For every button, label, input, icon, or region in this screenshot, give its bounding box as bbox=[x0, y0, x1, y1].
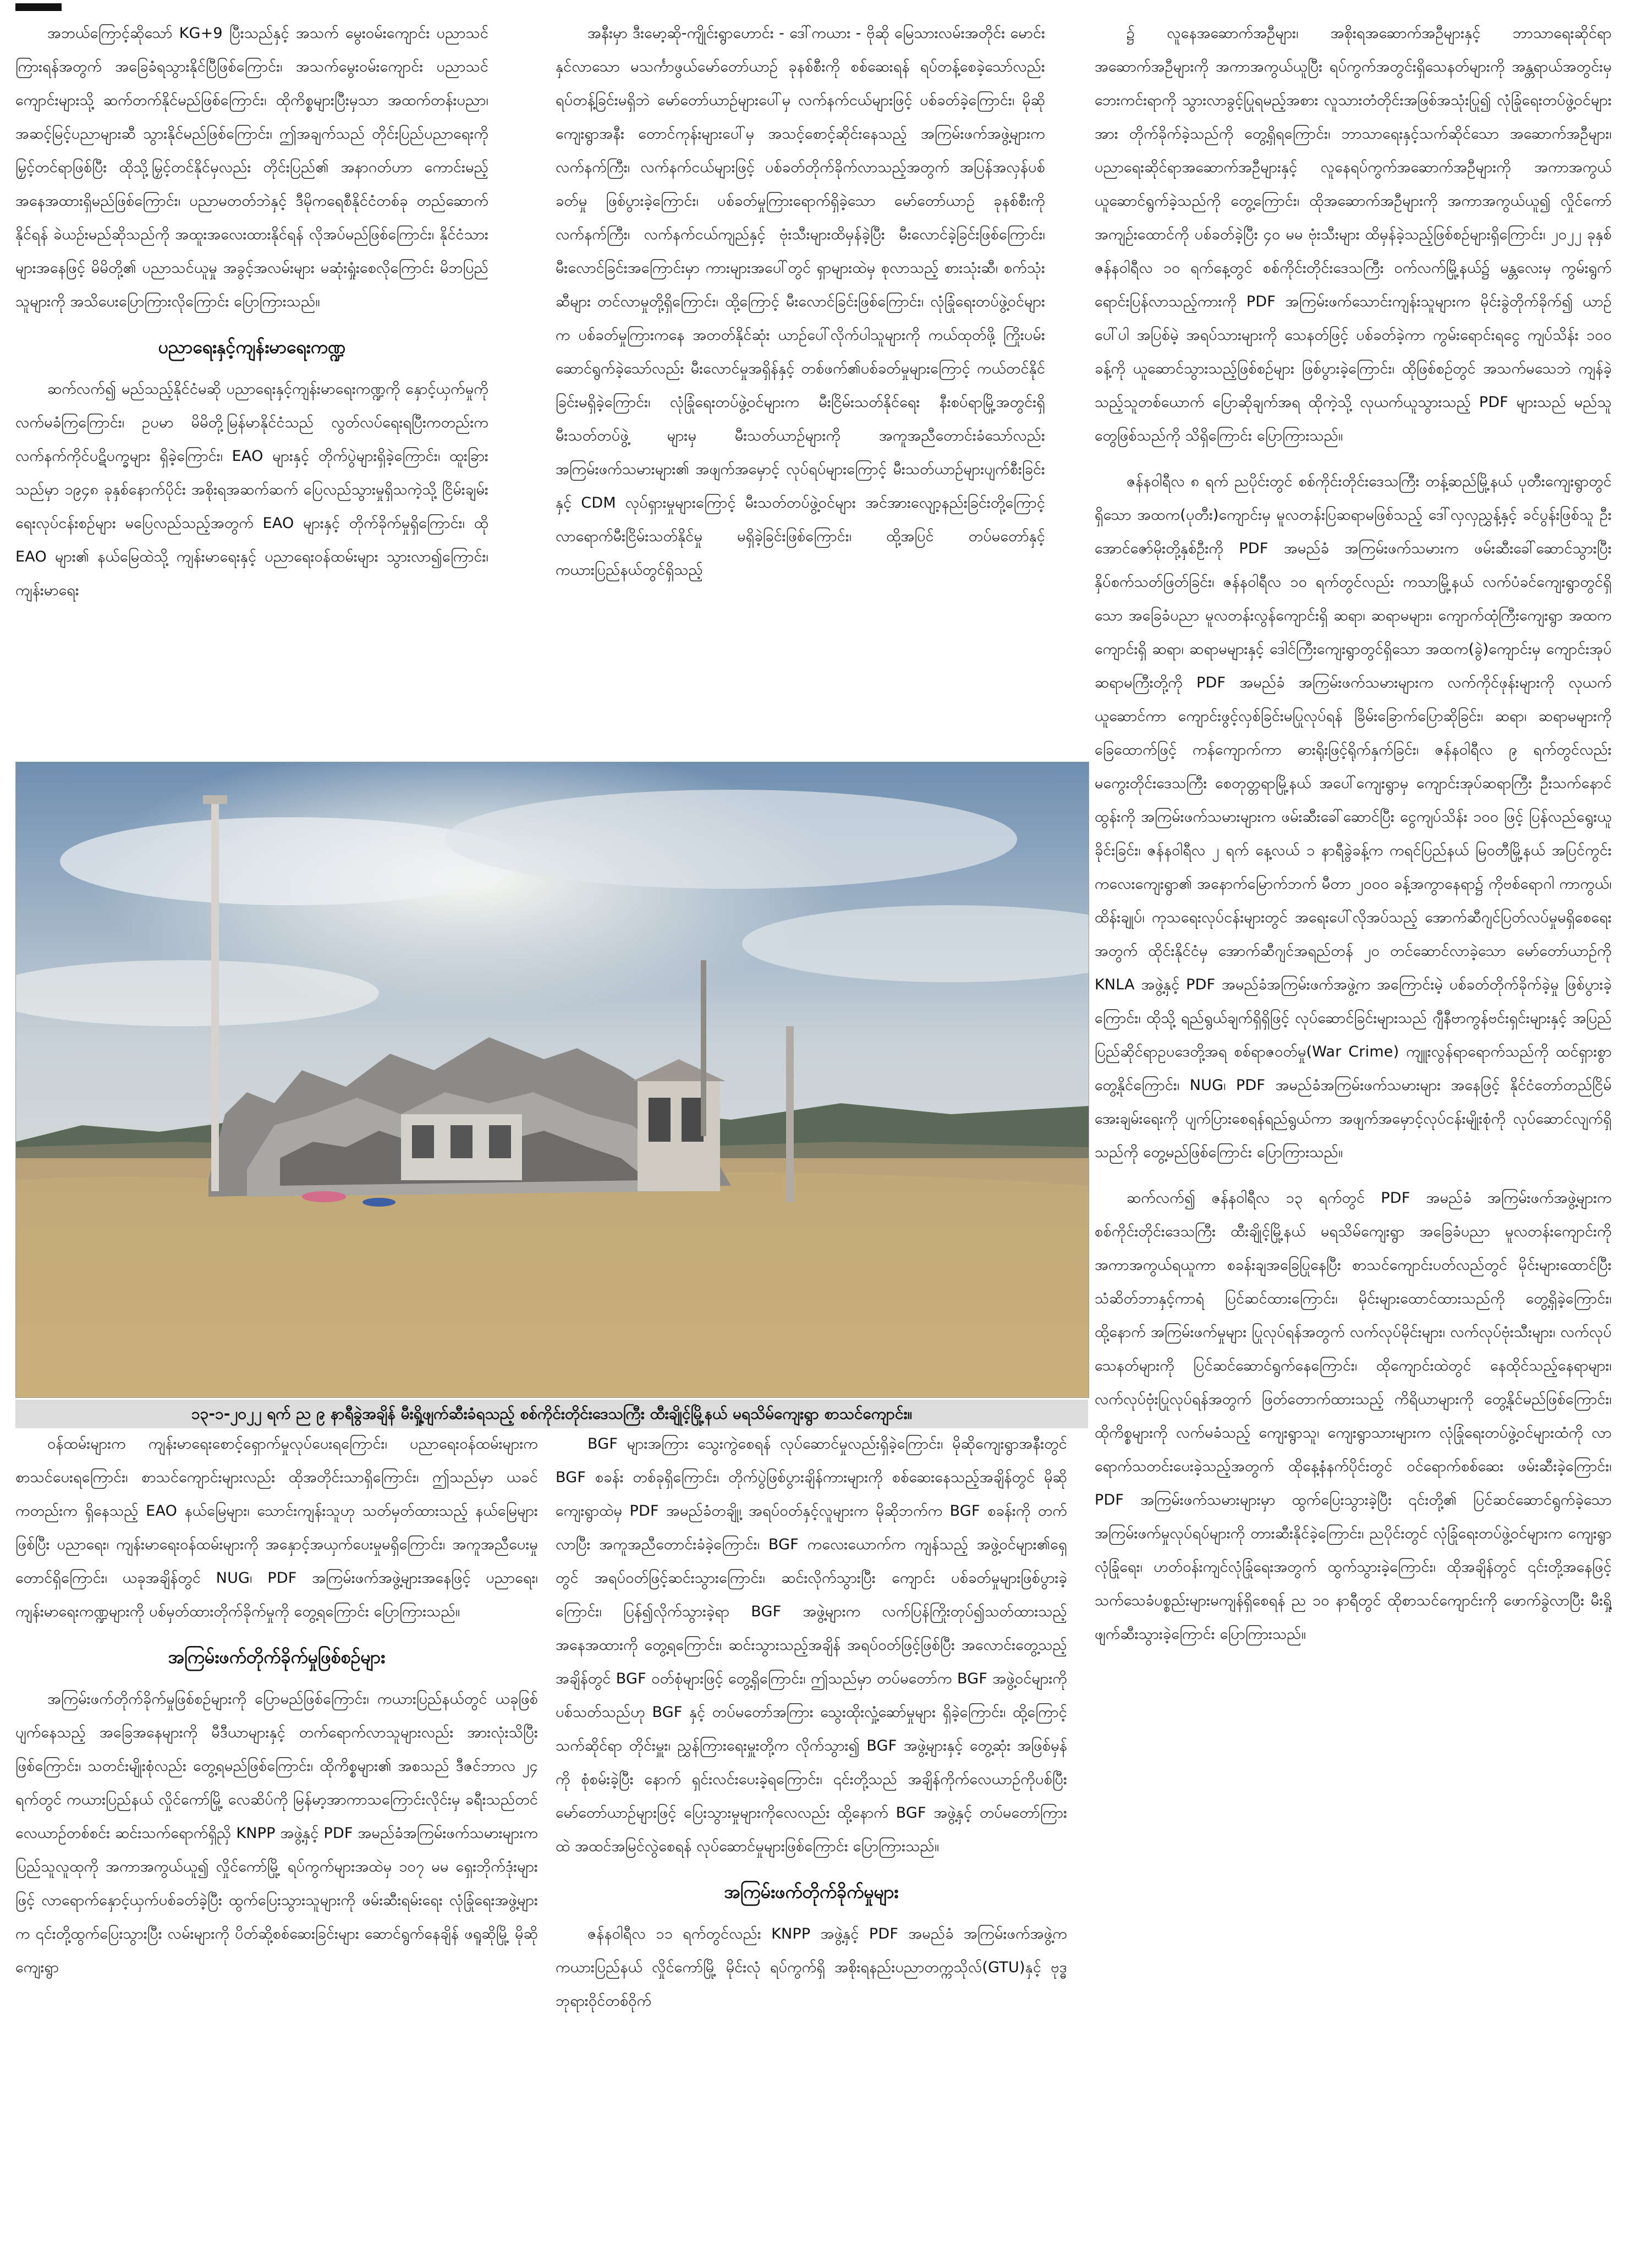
article-column-3 bbox=[1095, 16, 1612, 2258]
top-bar-decoration bbox=[15, 3, 62, 11]
article-paragraph: ဆက်လက်၍ မည်သည့်နိုင်ငံမဆို ပညာရေးနှင့်ကျန်းမာရေးကဏ္ဍကို နှောင့်ယှက်မှုကို လက်မခံကြကြောင်း၊ ဥပမာ မိမိတို့မြန်မာနိုင်ငံသည် လွတ်လပ်ရေးရပြီးကတည်းက လက်နက်ကိုင်ပဋိပက္ခများ ရှိခဲ့ကြောင်း၊ EAO များနှင့် တိုက်ပွဲများရှိခဲ့ကြောင်း၊ ထူးခြားသည်မှာ ၁၉၄၈ ခုနှစ်နောက်ပိုင်း အစိုးရအဆက်ဆက် ပြေလည်သွားမှုရှိသကဲ့သို့ ငြိမ်းချမ်းရေးလုပ်ငန်းစဉ်များ မပြေလည်သည့်အတွက် EAO များနှင့် တိုက်ခိုက်မှုရှိကြောင်း၊ ထို EAO များ၏ နယ်မြေထဲသို့ ကျန်းမာရေးနှင့် ပညာရေးဝန်ထမ်းများ သွားလာ၍ကြောင်း၊ ကျန်းမာရေး bbox=[15, 381, 488, 599]
article-paragraph: အကြမ်းဖက်တိုက်ခိုက်မှုဖြစ်စဉ်များကို ပြောမည်ဖြစ်ကြောင်း၊ ကယားပြည်နယ်တွင် ယခုဖြစ်ပျက်နေသည့် အခြေအနေများကို မီဒီယာများနှင့် တက်ရောက်လာသူများလည်း အားလုံးသိပြီးဖြစ်ကြောင်း၊ သတင်းမျိုးစုံလည်း တွေ့ရမည်ဖြစ်ကြောင်း၊ ထိုကိစ္စများ၏ အစသည် ဒီဇင်ဘာလ ၂၄ ရက်တွင် ကယားပြည်နယ် လှိုင်ကော်မြို့ လေဆိပ်ကို မြန်မာ့အာကာသကြောင်းလိုင်းမှ ခရီးသည်တင် လေယာဉ်တစ်စင်း ဆင်းသက်ရောက်ရှိညှိ KNPP အဖွဲ့နှင့် PDF အမည်ခံအကြမ်းဖက်သမားများက ပြည်သူလူထုကို အကာအကွယ်ယူ၍ လှိုင်ကော်မြို့ ရပ်ကွက်များအထဲမှ ၁၀၇ မမ ရှေးဘိုက်ဒုံးများဖြင့် လာရောက်နှောင့်ယှက်ပစ်ခတ်ခဲ့ပြီး ထွက်ပြေးသွားသူများကို ဖမ်းဆီးရမ်းရေး လုံခြုံရေးအဖွဲ့များက ၎င်းတို့ထွက်ပြေးသွားပြီး လမ်းများကို ပိတ်ဆို့စစ်ဆေးခြင်းများ ဆောင်ရွက်နေချိန် ဖရူဆိုမြို့ မိုဆိုကျေးရွာ bbox=[15, 1691, 538, 1976]
article-paragraph: ဇန်နဝါရီလ ၈ ရက် ညပိုင်းတွင် စစ်ကိုင်းတိုင်းဒေသကြီး တန့်ဆည်မြို့နယ် ပုတီးကျေးရွာတွင်ရှိသော အထက(ပုတီး)ကျောင်းမှ မူလတန်းပြဆရာမဖြစ်သည့် ဒေါ်လှလှညွှန့်နှင့် ခင်ပွန်းဖြစ်သူ ဦးအောင်ဇော်မိုးတို့နှစ်ဦးကို PDF အမည်ခံ အကြမ်းဖက်သမားက ဖမ်းဆီးခေါ်ဆောင်သွားပြီး နှိပ်စက်သတ်ဖြတ်ခြင်း၊ ဇန်နဝါရီလ ၁၀ ရက်တွင်လည်း ကသာမြို့နယ် လက်ပံခင်ကျေးရွာတွင်ရှိသော အခြေခံပညာ မူလတန်းလွန်ကျောင်းရှိ ဆရာ၊ ဆရာမများ၊ ကျောက်ထုံကြီးကျေးရွာ အထကကျောင်းရှိ ဆရာ၊ ဆရာမများနှင့် ဒေါင်ကြီးကျေးရွာတွင်ရှိသော အထက(ခွဲ)ကျောင်းမှ ကျောင်းအုပ်ဆရာမကြီးတို့ကို PDF အမည်ခံ အကြမ်းဖက်သမားများက လက်ကိုင်ဖုန်းများကို လုယက်ယူဆောင်ကာ ကျောင်းဖွင့်လှစ်ခြင်းမပြုလုပ်ရန် ခြိမ်းခြောက်ပြောဆိုခြင်း၊ ဆရာ၊ ဆရာမများကို ခြေထောက်ဖြင့် ကန်ကျောက်ကာ ဓားရိုးဖြင့်ရိုက်နှက်ခြင်း၊ ဇန်နဝါရီလ ၉ ရက်တွင်လည်း မကွေးတိုင်းဒေသကြီး စေတုတ္တရာမြို့နယ် အပေါ်ကျေးရွာမှ ကျောင်းအုပ်ဆရာကြီး ဦးသက်နောင်ထွန်းကို အကြမ်းဖက်သမားများက ဖမ်းဆီးခေါ်ဆောင်ပြီး ငွေကျပ်သိန်း ၁၀၀ ဖြင့် ပြန်လည်ရွေးယူခိုင်းခြင်း၊ ဇန်နဝါရီလ ၂ ရက် နေ့လယ် ၁ နာရီခွဲခန့်က ကရင်ပြည်နယ် မြဝတီမြို့နယ် အပြင်ကွင်းကလေးကျေးရွာ၏ အနောက်မြောက်ဘက် မီတာ ၂၀၀၀ ခန့်အကွာနေရာ၌ ကိုဗစ်ရောဂါ ကာကွယ်၊ ထိန်းချုပ်၊ ကုသရေးလုပ်ငန်းများတွင် အရေးပေါ်လိုအပ်သည့် အောက်ဆီဂျင်ပြတ်လပ်မှုမရှိစေရေးအတွက် ထိုင်းနိုင်ငံမှ အောက်ဆီဂျင်အရည်တန် ၂၀ တင်ဆောင်လာခဲ့သော မော်တော်ယာဉ်ကို KNLA အဖွဲ့နှင့် PDF အမည်ခံအကြမ်းဖက်အဖွဲ့က အကြောင်းမဲ့ ပစ်ခတ်တိုက်ခိုက်ခဲ့မှု ဖြစ်ပွားခဲ့ကြောင်း၊ ထိုသို့ ရည်ရွယ်ချက်ရှိရှိဖြင့် လုပ်ဆောင်ခြင်းများသည် ဂျီနီဗာကွန်ဗင်းရှင်းများနှင့် အပြည်ပြည်ဆိုင်ရာဥပဒေတို့အရ စစ်ရာဇဝတ်မှု(War Crime) ကျူးလွန်ရာရောက်သည်ကို ထင်ရှားစွာ တွေ့နိုင်ကြောင်း၊ NUG၊ PDF အမည်ခံအကြမ်းဖက်သမားများ အနေဖြင့် နိုင်ငံတော်တည်ငြိမ်အေးချမ်းရေးကို ပျက်ပြားစေရန်ရည်ရွယ်ကာ အဖျက်အမှောင့်လုပ်ငန်းမျိုးစုံကို လုပ်ဆောင်လျက်ရှိသည်ကို တွေ့မည်ဖြစ်ကြောင်း ပြောကြားသည်။ bbox=[1095, 473, 1612, 1161]
article-paragraph: BGF များအကြား သွေးကွဲစေရန် လုပ်ဆောင်မှုလည်းရှိခဲ့ကြောင်း၊ မိုဆိုကျေးရွာအနီးတွင် BGF စခန်း တစ်ခုရှိကြောင်း၊ တိုက်ပွဲဖြစ်ပွားချိန်ကားများကို စစ်ဆေးနေသည့်အချိန်တွင် မိုဆိုကျေးရွာထဲမှ PDF အမည်ခံတချို့၊ အရပ်ဝတ်နှင့်လူများက မိုဆိုဘက်က BGF စခန်းကို တက်လာပြီး အကူအညီတောင်းခံခဲ့ကြောင်း၊ BGF ကလေးယောက်က ကျန်သည့် အဖွဲ့ဝင်များ၏ရှေ့တွင် အရပ်ဝတ်ဖြင့်ဆင်းသွားကြောင်း၊ ဆင်းလိုက်သွားပြီး ကျောင်း ပစ်ခတ်မှုများဖြစ်ပွားခဲ့ကြောင်း၊ ပြန်၍လိုက်သွားခဲ့ရာ BGF အဖွဲ့များက လက်ပြန်ကြိုးတုပ်၍သတ်ထားသည့် အနေအထားကို တွေ့ရကြောင်း၊ ဆင်းသွားသည့်အချိန် အရပ်ဝတ်ဖြင့်ဖြစ်ပြီး အလောင်းတွေ့သည့်အချိန်တွင် BGF ဝတ်စုံများဖြင့် တွေ့ရှိကြောင်း၊ ဤသည်မှာ တပ်မတော်က BGF အဖွဲ့ဝင်များကို ပစ်သတ်သည်ဟု BGF နှင့် တပ်မတော်အကြား သွေးထိုးလှုံ့ဆော်မှုများ ရှိခဲ့ကြောင်း၊ ထို့ကြောင့် သက်ဆိုင်ရာ တိုင်းမှူး၊ ညွှန်ကြားရေးမှူးတို့က လိုက်သွား၍ BGF အဖွဲ့များနှင့် တွေ့ဆုံး အဖြစ်မှန်ကို စုံစမ်းခဲ့ပြီး နောက် ရှင်းလင်းပေးခဲ့ရကြောင်း၊ ၎င်းတို့သည် အချိန်ကိုက်လေယာဉ်ကိုပစ်ပြီး မော်တော်ယာဉ်များဖြင့် ပြေးသွားမှုများကိုလေလည်း ထို့နောက် BGF အဖွဲ့နှင့် တပ်မတော်ကြားထဲ အထင်အမြင်လွဲစေရန် လုပ်ဆောင်မှုများဖြစ်ကြောင်း ပြောကြားသည်။ bbox=[556, 1435, 1067, 1855]
article-paragraph: ဇန်နဝါရီလ ၁၁ ရက်တွင်လည်း KNPP အဖွဲ့နှင့် PDF အမည်ခံ အကြမ်းဖက်အဖွဲ့က ကယားပြည်နယ် လှိုင်ကော်မြို့ မိုင်းလုံ ရပ်ကွက်ရှိ အစိုးရနည်းပညာတက္ကသိုလ်(GTU)နှင့် ဗုဒ္ဓဘုရားဝိုင်တစ်ဝိုက် bbox=[556, 1925, 1067, 2010]
section-heading: အကြမ်းဖက်တိုက်ခိုက်မှုများ bbox=[724, 1881, 899, 1902]
photo-illustration bbox=[16, 762, 1089, 1397]
article-paragraph: ဝန်ထမ်းများက ကျန်းမာရေးစောင့်ရှောက်မှုလုပ်ပေးရကြောင်း၊ ပညာရေးဝန်ထမ်းများက စာသင်ပေးရကြောင်း၊ စာသင်ကျောင်းများလည်း ထိုအတိုင်းသာရှိကြောင်း၊ ဤသည်မှာ ယခင်ကတည်းက ရှိနေသည့် EAO နယ်မြေများ၊ သောင်းကျန်းသူဟု သတ်မှတ်ထားသည့် နယ်မြေများဖြစ်ပြီး ပညာရေး၊ ကျန်းမာရေးဝန်ထမ်းများကို အနှောင့်အယှက်ပေးမှုမရှိကြောင်း၊ အကူအညီပေးမှုတောင်ရှိကြောင်း၊ ယခုအချိန်တွင် NUG၊ PDF အကြမ်းဖက်အဖွဲ့များအနေဖြင့် ပညာရေး၊ ကျန်းမာရေးကဏ္ဍများကို ပစ်မှတ်ထားတိုက်ခိုက်မှုကို တွေ့ရကြောင်း ပြောကြားသည်။ bbox=[15, 1435, 538, 1620]
section-heading: အကြမ်းဖက်တိုက်ခိုက်မှုဖြစ်စဉ်များ bbox=[168, 1647, 386, 1667]
article-column-2 bbox=[556, 16, 1045, 751]
article-paragraph: အနီးမှာ ဒီးမော့ဆို-ကျိုင်းရွာဟောင်း - ဒေါ်ကယား - ဗိုဆို မြေသားလမ်းအတိုင်း မောင်းနှင်လာသော မသင်္ကာဖွယ်မော်တော်ယာဉ် ခုနစ်စီးကို စစ်ဆေးရန် ရပ်တန့်စေခဲ့သော်လည်း ရပ်တန့်ခြင်းမရှိဘဲ မော်တော်ယာဉ်များပေါ်မှ လက်နက်ငယ်များဖြင့် ပစ်ခတ်ခဲ့ကြောင်း၊ မိုဆိုကျေးရွာအနီး တောင်ကုန်းများပေါ်မှ အသင့်စောင့်ဆိုင်းနေသည့် အကြမ်းဖက်အဖွဲ့များက လက်နက်ကြီး၊ လက်နက်ငယ်များဖြင့် ပစ်ခတ်တိုက်ခိုက်လာသည့်အတွက် အပြန်အလှန်ပစ်ခတ်မှု ဖြစ်ပွားခဲ့ကြောင်း၊ ပစ်ခတ်မှုကြားရောက်ရှိခဲ့သော မော်တော်ယာဉ် ခုနစ်စီးကို လက်နက်ကြီး၊ လက်နက်ငယ်ကျည်နှင့် ဗုံးသီးများထိမှန်ခဲ့ပြီး မီးလောင်ခဲ့ခြင်းဖြစ်ကြောင်း၊ မီးလောင်ခြင်းအကြောင်းမှာ ကားများအပေါ်တွင် ရှာများထဲမှ စုလာသည့် စားသုံးဆီ၊ စက်သုံးဆီများ တင်လာမှုတို့ရှိကြောင်း၊ ထို့ကြောင့် မီးလောင်ခြင်းဖြစ်ကြောင်း၊ လုံခြုံရေးတပ်ဖွဲ့ဝင်များက ပစ်ခတ်မှုကြားကနေ အတတ်နိုင်ဆုံး ယာဉ်ပေါ်လိုက်ပါသူများကို ကယ်ထုတ်ဖို့ ကြိုးပမ်းဆောင်ရွက်ခဲ့သော်လည်း မီးလောင်မှုအရှိန်နှင့် တစ်ဖက်၏ပစ်ခတ်မှုများကြောင့် ကယ်တင်နိုင်ခြင်းမရှိခဲ့ကြောင်း၊ လုံခြုံရေးတပ်ဖွဲ့ဝင်များက မီးငြိမ်းသတ်နိုင်ရေး နီးစပ်ရာမြို့အတွင်းရှိ မီးသတ်တပ်ဖွဲ့ များမှ မီးသတ်ယာဉ်များကို အကူအညီတောင်းခံသော်လည်း အကြမ်းဖက်သမားများ၏ အဖျက်အမှောင့် လုပ်ရပ်များကြောင့် မီးသတ်ယာဉ်များပျက်စီးခြင်းနှင့် CDM လုပ်ရှားမှုများကြောင့် မီးသတ်တပ်ဖွဲ့ဝင်များ အင်အားလျော့နည်းခြင်းတို့ကြောင့် လာရောက်မီးငြိမ်းသတ်နိုင်မှု မရှိခဲ့ခြင်းဖြစ်ကြောင်း၊ ထို့အပြင် တပ်မတော်နှင့် ကယားပြည်နယ်တွင်ရှိသည့် bbox=[556, 25, 1045, 579]
news-photo-burned-school bbox=[15, 762, 1089, 1398]
article-paragraph: ဆက်လက်၍ ဇန်နဝါရီလ ၁၃ ရက်တွင် PDF အမည်ခံ အကြမ်းဖက်အဖွဲ့များက စစ်ကိုင်းတိုင်းဒေသကြီး ထီးချိုင့်မြို့နယ် မရသိမ်ကျေးရွာ အခြေခံပညာ မူလတန်းကျောင်းကို အကာအကွယ်ရယူကာ စခန်းချအခြေပြုနေပြီး စာသင်ကျောင်းပတ်လည်တွင် မိုင်းများထောင်ပြီး သံဆိတ်ဘာနှင့်ကာရံ ပြင်ဆင်ထားကြောင်း၊ မိုင်းများထောင်ထားသည်ကို တွေ့ရှိခဲ့ကြောင်း၊ ထို့နောက် အကြမ်းဖက်မှုများ ပြုလုပ်ရန်အတွက် လက်လုပ်မိုင်းများ၊ လက်လုပ်ဗုံးသီးများ၊ လက်လုပ်သေနတ်များကို ပြင်ဆင်ဆောင်ရွက်နေကြောင်း၊ ထိုကျောင်းထဲတွင် နေထိုင်သည့်နေရာများ၊ လက်လုပ်ဗုံးပြုလုပ်ရန်အတွက် ဖြတ်တောက်ထားသည့် ကိရိယာများကို တွေ့နိုင်မည်ဖြစ်ကြောင်း၊ ထိုကိစ္စများကို လက်မခံသည့် ကျေးရွာသူ၊ ကျေးရွာသားများက လုံခြုံရေးတပ်ဖွဲ့ဝင်များထံကို လာရောက်သတင်းပေးခဲ့သည့်အတွက် ထိုနေ့နံနက်ပိုင်းတွင် ဝင်ရောက်စစ်ဆေး ဖမ်းဆီးခဲ့ကြောင်း၊ PDF အကြမ်းဖက်သမားများမှာ ထွက်ပြေးသွားခဲ့ပြီး ၎င်းတို့၏ ပြင်ဆင်ဆောင်ရွက်ခဲ့သော အကြမ်းဖက်မှုလုပ်ရပ်များကို တားဆီးနိုင်ခဲ့ကြောင်း၊ ညပိုင်းတွင် လုံခြုံရေးတပ်ဖွဲ့ဝင်များက ကျေးရွာလုံခြုံရေး၊ ဟတ်ဝန်းကျင်လုံခြုံရေးအတွက် ထွက်သွားခဲ့ကြောင်း၊ ထိုအချိန်တွင် ၎င်းတို့အနေဖြင့် သက်သေခံပစ္စည်းများမကျန်ရှိစေရန် ည ၁၀ နာရီတွင် ထိုစာသင်ကျောင်းကို ဖောက်ခွဲလာပြီး မီးရှို့ဖျက်ဆီးသွားခဲ့ကြောင်း ပြောကြားသည်။ bbox=[1095, 1190, 1612, 1643]
article-column-2-lower bbox=[556, 1427, 1067, 2255]
article-column-1-lower bbox=[15, 1427, 538, 2255]
article-paragraph: ၌ လူနေအဆောက်အဦများ၊ အစိုးရအဆောက်အဦများနှင့် ဘာသာရေးဆိုင်ရာ အဆောက်အဦများကို အကာအကွယ်ယူပြီး ရပ်ကွက်အတွင်းရှိသေနတ်များကို အန္တရာယ်အတွင်းမှ ဘေးကင်းရာကို သွားလာခွင့်ပြုရမည့်အစား လူသားတံတိုင်းအဖြစ်အသုံးပြု၍ လုံခြုံရေးတပ်ဖွဲ့ဝင်များအား တိုက်ခိုက်ခဲ့သည်ကို တွေ့ရှိရကြောင်း၊ ဘာသာရေးနှင့်သက်ဆိုင်သော အဆောက်အဦများ၊ ပညာရေးဆိုင်ရာအဆောက်အဦများနှင့် လူနေရပ်ကွက်အဆောက်အဦများကို အကာအကွယ်ယူဆောင်ရွက်ခဲ့သည်ကို တွေ့ကြောင်း၊ ထိုအဆောက်အဦများကို အကာအကွယ်ယူ၍ လှိုင်ကော်အကျဉ်းထောင်ကို ပစ်ခတ်ခဲ့ပြီး ၄၀ မမ ဗုံးသီးများ ထိမှန်ခဲ့သည့်ဖြစ်စဉ်များရှိကြောင်း၊ ၂၀၂၂ ခုနှစ် ဇန်နဝါရီလ ၁၀ ရက်နေ့တွင် စစ်ကိုင်းတိုင်းဒေသကြီး ဝက်လက်မြို့နယ်၌ မန္တလေးမှ ကွမ်းရွက်ရောင်းပြန်လာသည့်ကားကို PDF အကြမ်းဖက်သောင်းကျန်းသူများက မိုင်းခွဲတိုက်ခိုက်၍ ယာဉ်ပေါ်ပါ အပြစ်မဲ့ အရပ်သားများကို သေနတ်ဖြင့် ပစ်ခတ်ခဲ့ကာ ကွမ်းရောင်းရငွေ ကျပ်သိန်း ၁၀၀ ခန့်ကို ယူဆောင်သွားသည့်ဖြစ်စဉ်များ ဖြစ်ပွားခဲ့ကြောင်း၊ ထိုဖြစ်စဉ်တွင် အသက်မသေဘဲ ကျန်ခဲ့သည့်သူတစ်ယောက် ပြောဆိုချက်အရ ထိုကဲ့သို့ လုယက်ယူသွားသည့် PDF များသည် မည်သူတွေဖြစ်သည်ကို သိရှိကြောင်း ပြောကြားသည်။ bbox=[1095, 25, 1612, 444]
article-paragraph: အဘယ်ကြောင့်ဆိုသော် KG+9 ပြီးသည်နှင့် အသက် မွေးဝမ်းကျောင်း ပညာသင်ကြားရန်အတွက် အခြေခံရသွားနိုင်ပြီဖြစ်ကြောင်း၊ အသက်မွေးဝမ်းကျောင်း ပညာသင်ကျောင်းများသို့ ဆက်တက်နိုင်မည်ဖြစ်ကြောင်း၊ ထိုကိစ္စများပြီးမှသာ အထက်တန်းပညာ၊ အဆင့်မြင့်ပညာများဆီ သွားနိုင်မည်ဖြစ်ကြောင်း၊ ဤအချက်သည် တိုင်းပြည်ပညာရေးကိုမြှင့်တင်ရာဖြစ်ပြီး ထိုသို့မြှင့်တင်နိုင်မှလည်း တိုင်းပြည်၏ အနာဂတ်ဟာ ကောင်းမည့်အနေအထားရှိမည်ဖြစ်ကြောင်း၊ ပညာမတတ်ဘဲနှင့် ဒီမိုကရေစီနိုင်ငံတစ်ခု တည်ဆောက်နိုင်ရန် ခဲယဉ်းမည်ဆိုသည်ကို အထူးအလေးထားနိုင်ရန် လိုအပ်မည်ဖြစ်ကြောင်း၊ နိုင်ငံသားများအနေဖြင့် မိမိတို့၏ ပညာသင်ယူမှု အခွင့်အလမ်းများ မဆုံးရှုံးစေလိုကြောင်း မိဘပြည်သူများကို အသိပေးပြောကြားလိုကြောင်း ပြောကြားသည်။ bbox=[15, 25, 488, 310]
article-column-1 bbox=[15, 16, 488, 751]
section-heading: ပညာရေးနှင့်ကျန်းမာရေးကဏ္ဍ bbox=[158, 337, 346, 357]
photo-caption: ၁၃-၁-၂၀၂၂ ရက် ည ၉ နာရီခွဲအချိန် မီးရှို့ဖျက်ဆီးခံရသည့် စစ်ကိုင်းတိုင်းဒေသကြီး ထီးချိုင့်မြို့နယ် မရသိမ်ကျေးရွာ စာသင်ကျောင်း။ bbox=[15, 1400, 1088, 1428]
